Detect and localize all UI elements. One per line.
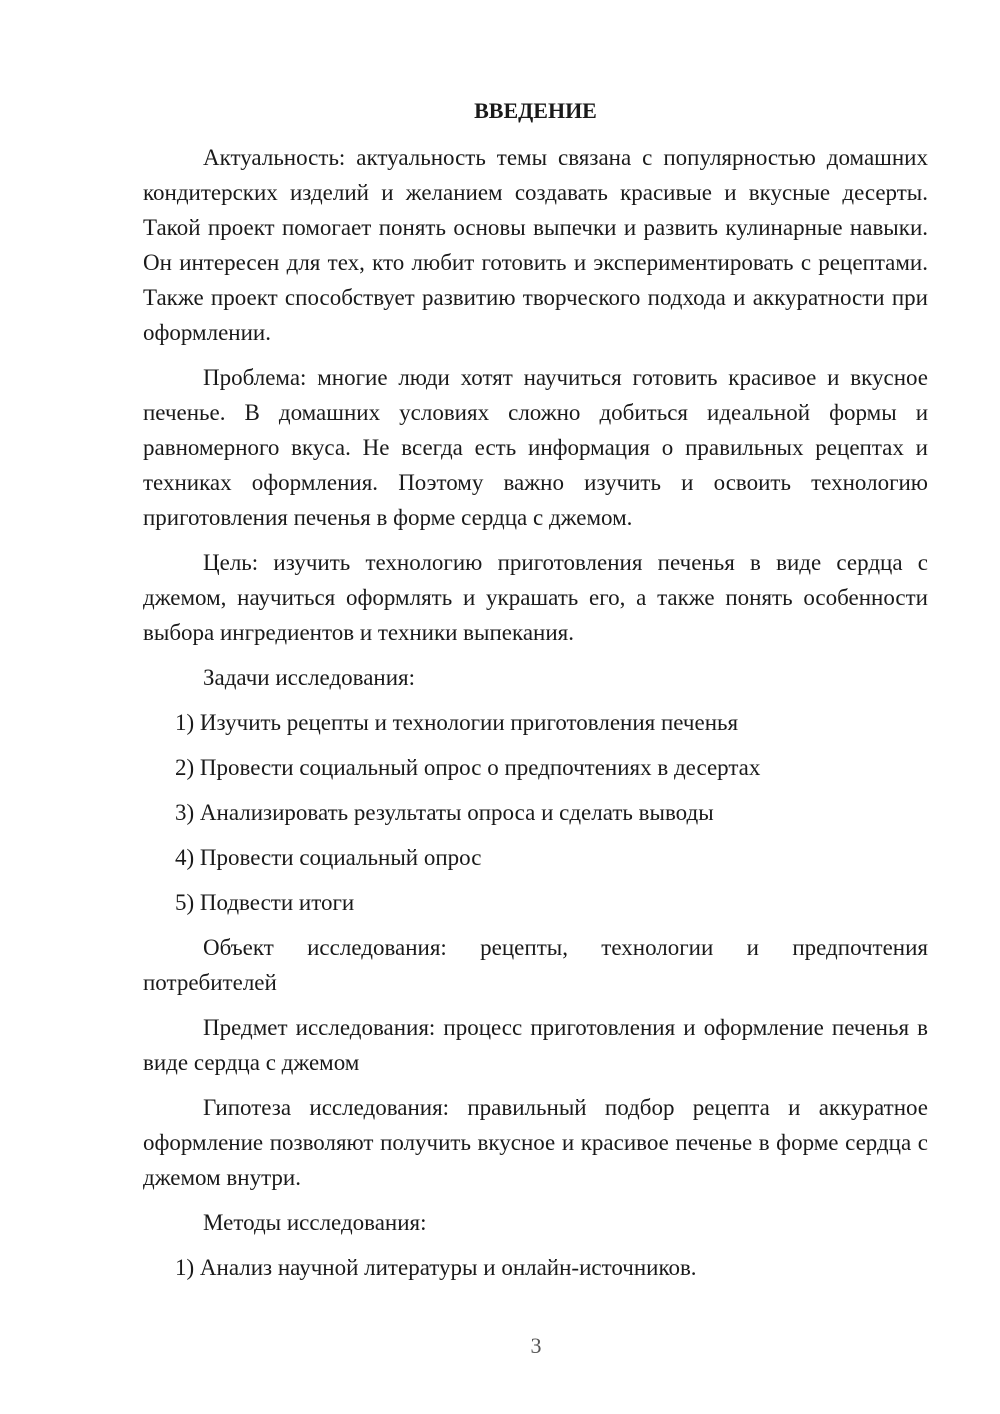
paragraph-goal: Цель: изучить технологию приготовления печенья в виде сердца с джемом, научиться оформлять и украшать его, а также понять особенности выбора ингредиентов и техники выпекания. (143, 550, 928, 645)
paragraph-problem: Проблема: многие люди хотят научиться готовить красивое и вкусное печенье. В домашних условиях сложно добиться идеальной формы и равномерного вкуса. Не всегда есть информация о правильных рецептах и техниках оформления. Поэтому важно изучить и освоить технологию приготовления печенья в форме сердца с джемом. (143, 365, 928, 530)
tasks-heading: Задачи исследования: (203, 665, 416, 690)
paragraph-hypothesis: Гипотеза исследования: правильный подбор рецепта и аккуратное оформление позволяют получить вкусное и красивое печенье в форме сердца с джемом внутри. (143, 1095, 928, 1190)
method-item: 1) Анализ научной литературы и онлайн-источников. (175, 1255, 697, 1280)
paragraph-relevance: Актуальность: актуальность темы связана с популярностью домашних кондитерских изделий и желанием создавать красивые и вкусные десерты. Такой проект помогает понять основы выпечки и развить кулинарные навыки. Он интересен для тех, кто любит готовить и экспериментировать с рецептами. Также проект способствует развитию творческого подхода и аккуратности при оформлении. (143, 145, 928, 345)
task-item: 3) Анализировать результаты опроса и сделать выводы (175, 800, 714, 825)
methods-heading: Методы исследования: (203, 1210, 427, 1235)
page-number: 3 (530, 1333, 542, 1358)
page-title: ВВЕДЕНИЕ (474, 98, 597, 123)
paragraph-subject: Предмет исследования: процесс приготовления и оформление печенья в виде сердца с джемом (143, 1015, 928, 1075)
task-item: 5) Подвести итоги (175, 890, 355, 915)
page-content (143, 93, 928, 1295)
task-item: 2) Провести социальный опрос о предпочтениях в десертах (175, 755, 761, 780)
paragraph-object: Объект исследования: рецепты, технологии и предпочтения потребителей (143, 935, 928, 995)
task-item: 1) Изучить рецепты и технологии приготовления печенья (175, 710, 739, 735)
task-item: 4) Провести социальный опрос (175, 845, 482, 870)
